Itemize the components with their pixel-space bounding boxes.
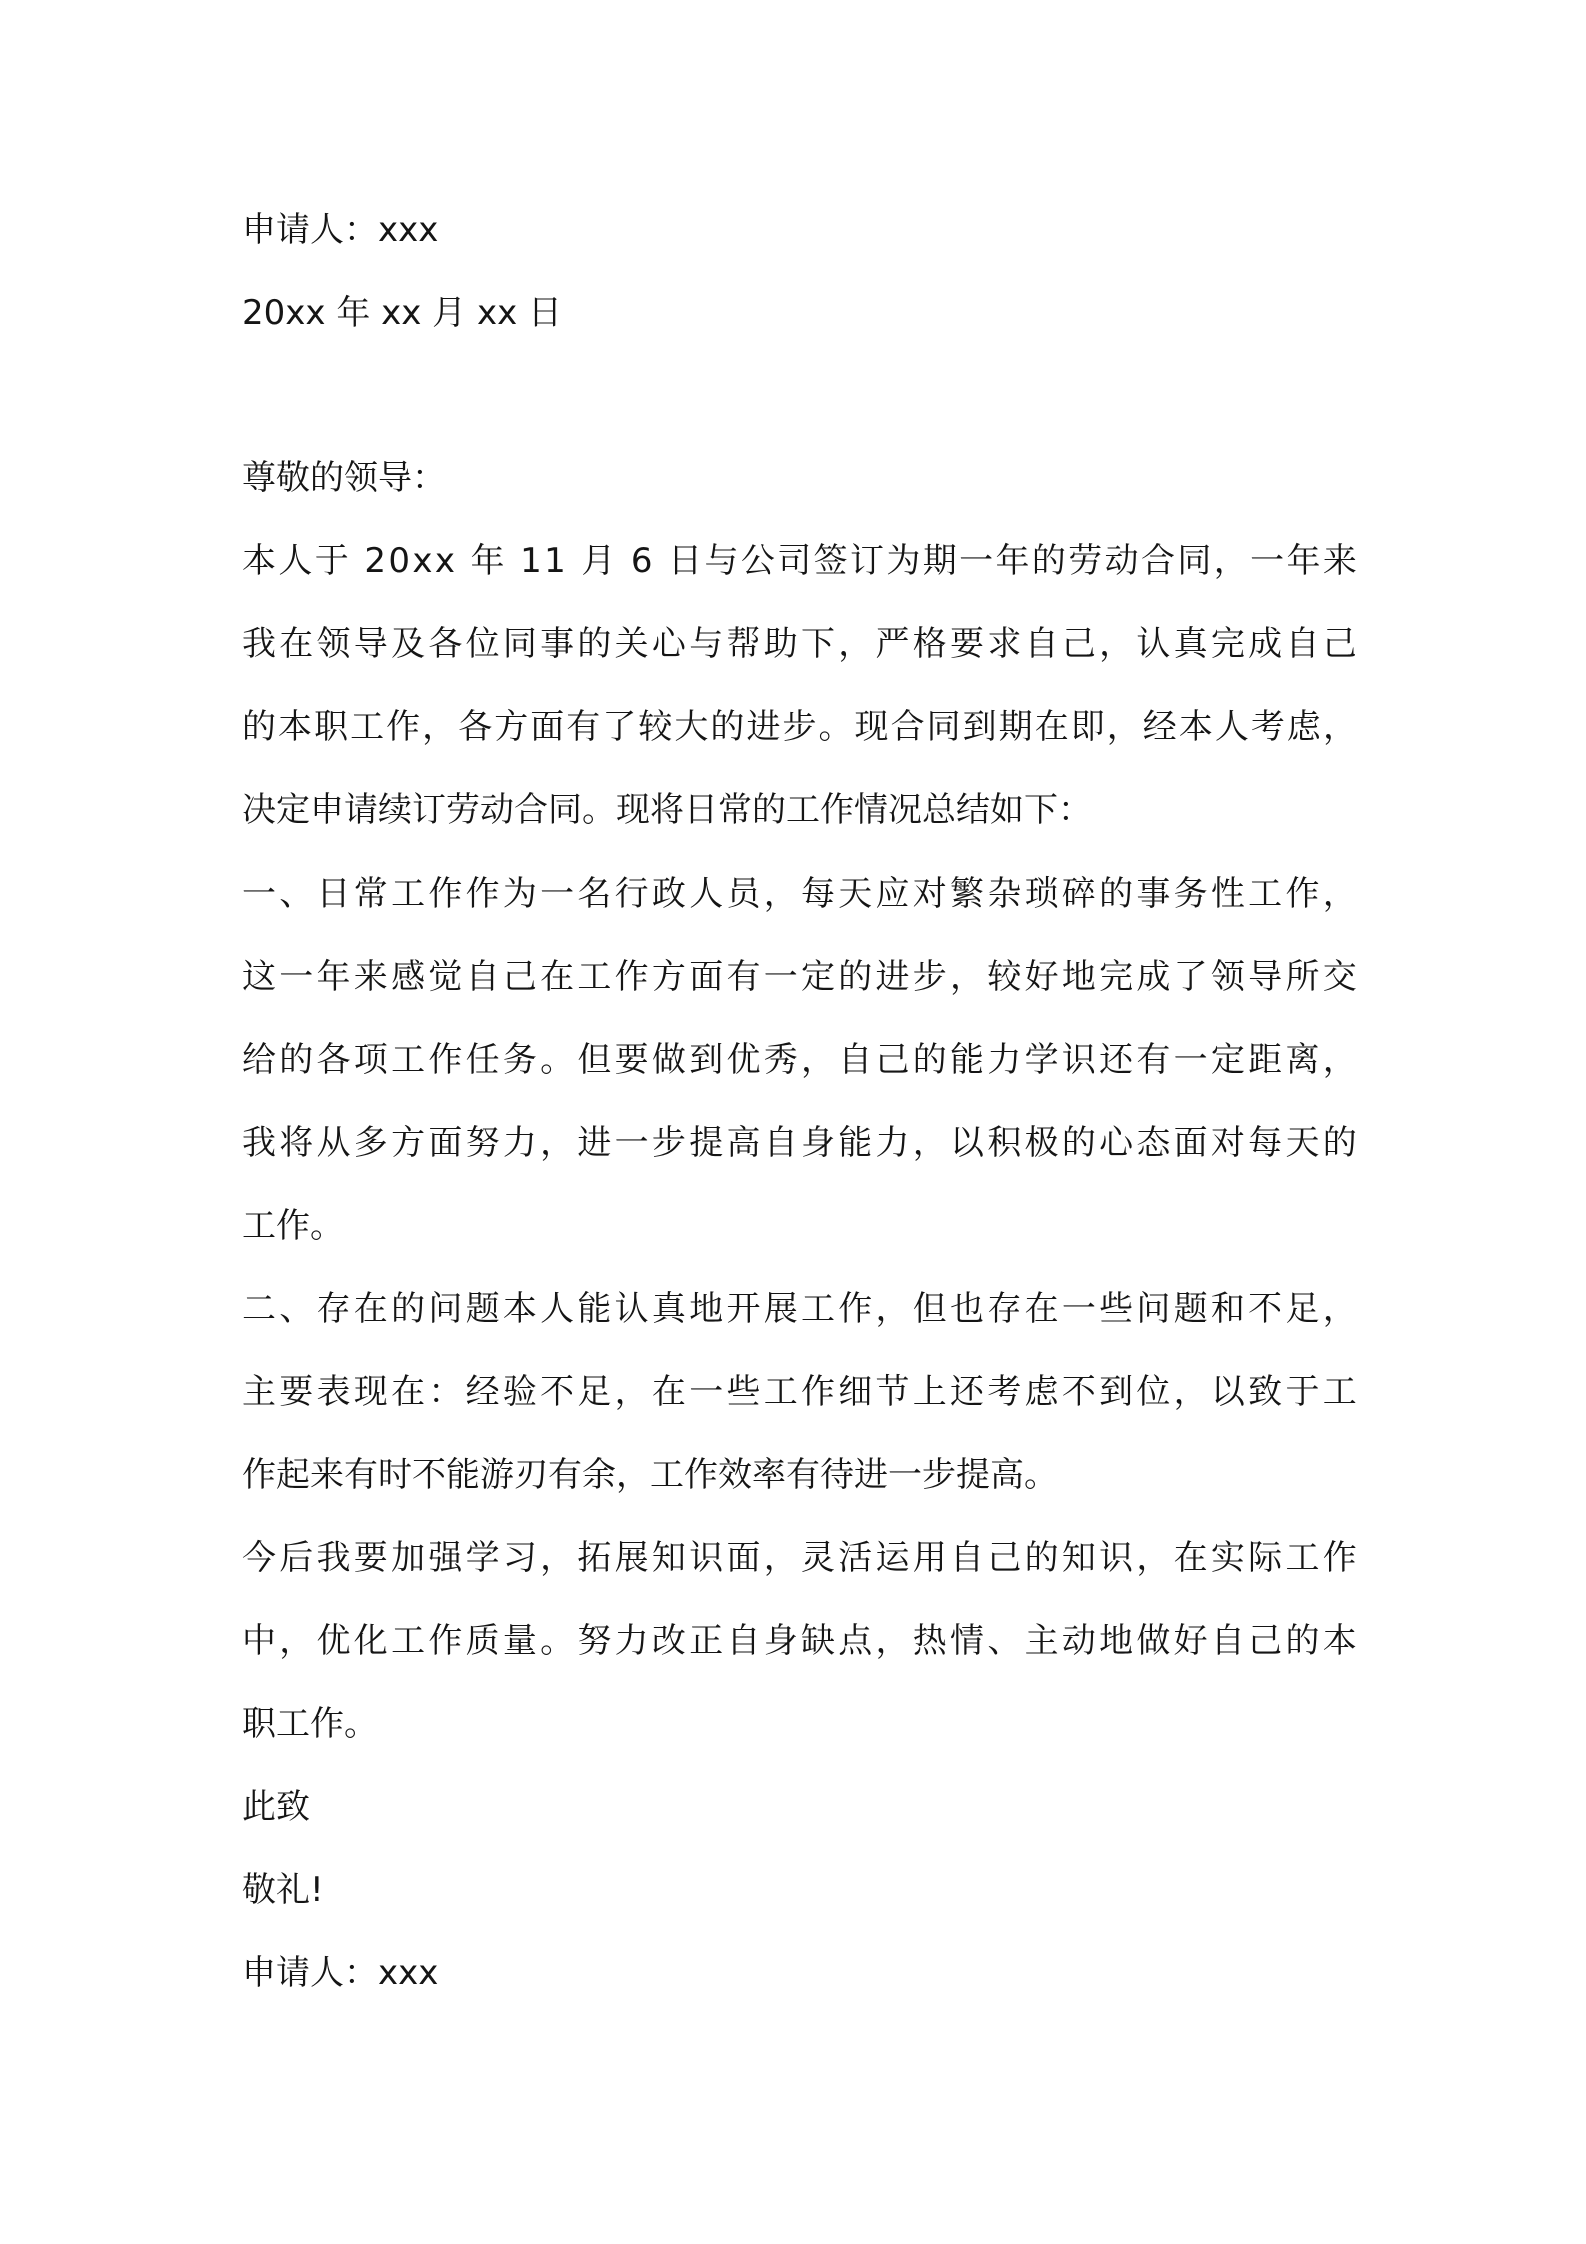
header-date: 20xx 年 xx 月 xx 日 <box>242 293 563 333</box>
paragraph-line: 本 人 于 2 0 x x 年 1 1 月 6 日 与 公 司 签 订 为 期 一 年 的 劳 动 合 同 ， 一 年 来 <box>242 541 1357 581</box>
paragraph-line: 作起来有时不能游刃有余，工作效率有待进一步提高。 <box>242 1455 1058 1495</box>
salutation: 尊敬的领导： <box>242 458 446 498</box>
paragraph-line: 的 本 职 工 作 ， 各 方 面 有 了 较 大 的 进 步 。 现 合 同 到 期 在 即 ， 经 本 人 考 虑 ， <box>242 707 1357 747</box>
paragraph-line: 主 要 表 现 在 ： 经 验 不 足 ， 在 一 些 工 作 细 节 上 还 考 虑 不 到 位 ， 以 致 于 工 <box>242 1372 1357 1412</box>
closing-line-2: 敬礼! <box>242 1870 324 1910</box>
paragraph-line: 这 一 年 来 感 觉 自 己 在 工 作 方 面 有 一 定 的 进 步 ， 较 好 地 完 成 了 领 导 所 交 <box>242 957 1357 997</box>
paragraph-line: 中 ， 优 化 工 作 质 量 。 努 力 改 正 自 身 缺 点 ， 热 情 、 主 动 地 做 好 自 己 的 本 <box>242 1621 1357 1661</box>
paragraph-line: 二 、 存 在 的 问 题 本 人 能 认 真 地 开 展 工 作 ， 但 也 存 在 一 些 问 题 和 不 足 ， <box>242 1289 1357 1329</box>
paragraph-line: 工作。 <box>242 1206 344 1246</box>
paragraph-line: 我 将 从 多 方 面 努 力 ， 进 一 步 提 高 自 身 能 力 ， 以 积 极 的 心 态 面 对 每 天 的 <box>242 1123 1357 1163</box>
paragraph-line: 职工作。 <box>242 1704 378 1744</box>
paragraph-line: 我 在 领 导 及 各 位 同 事 的 关 心 与 帮 助 下 ， 严 格 要 求 自 己 ， 认 真 完 成 自 己 <box>242 624 1357 664</box>
closing-line-1: 此致 <box>242 1787 310 1827</box>
signature: 申请人：xxx <box>242 1953 439 1993</box>
paragraph-line: 给 的 各 项 工 作 任 务 。 但 要 做 到 优 秀 ， 自 己 的 能 力 学 识 还 有 一 定 距 离 ， <box>242 1040 1357 1080</box>
paragraph-line: 一 、 日 常 工 作 作 为 一 名 行 政 人 员 ， 每 天 应 对 繁 杂 琐 碎 的 事 务 性 工 作 ， <box>242 874 1357 914</box>
paragraph-line: 今 后 我 要 加 强 学 习 ， 拓 展 知 识 面 ， 灵 活 运 用 自 己 的 知 识 ， 在 实 际 工 作 <box>242 1538 1357 1578</box>
header-applicant: 申请人：xxx <box>242 210 439 250</box>
paragraph-line: 决定申请续订劳动合同。现将日常的工作情况总结如下： <box>242 790 1092 830</box>
